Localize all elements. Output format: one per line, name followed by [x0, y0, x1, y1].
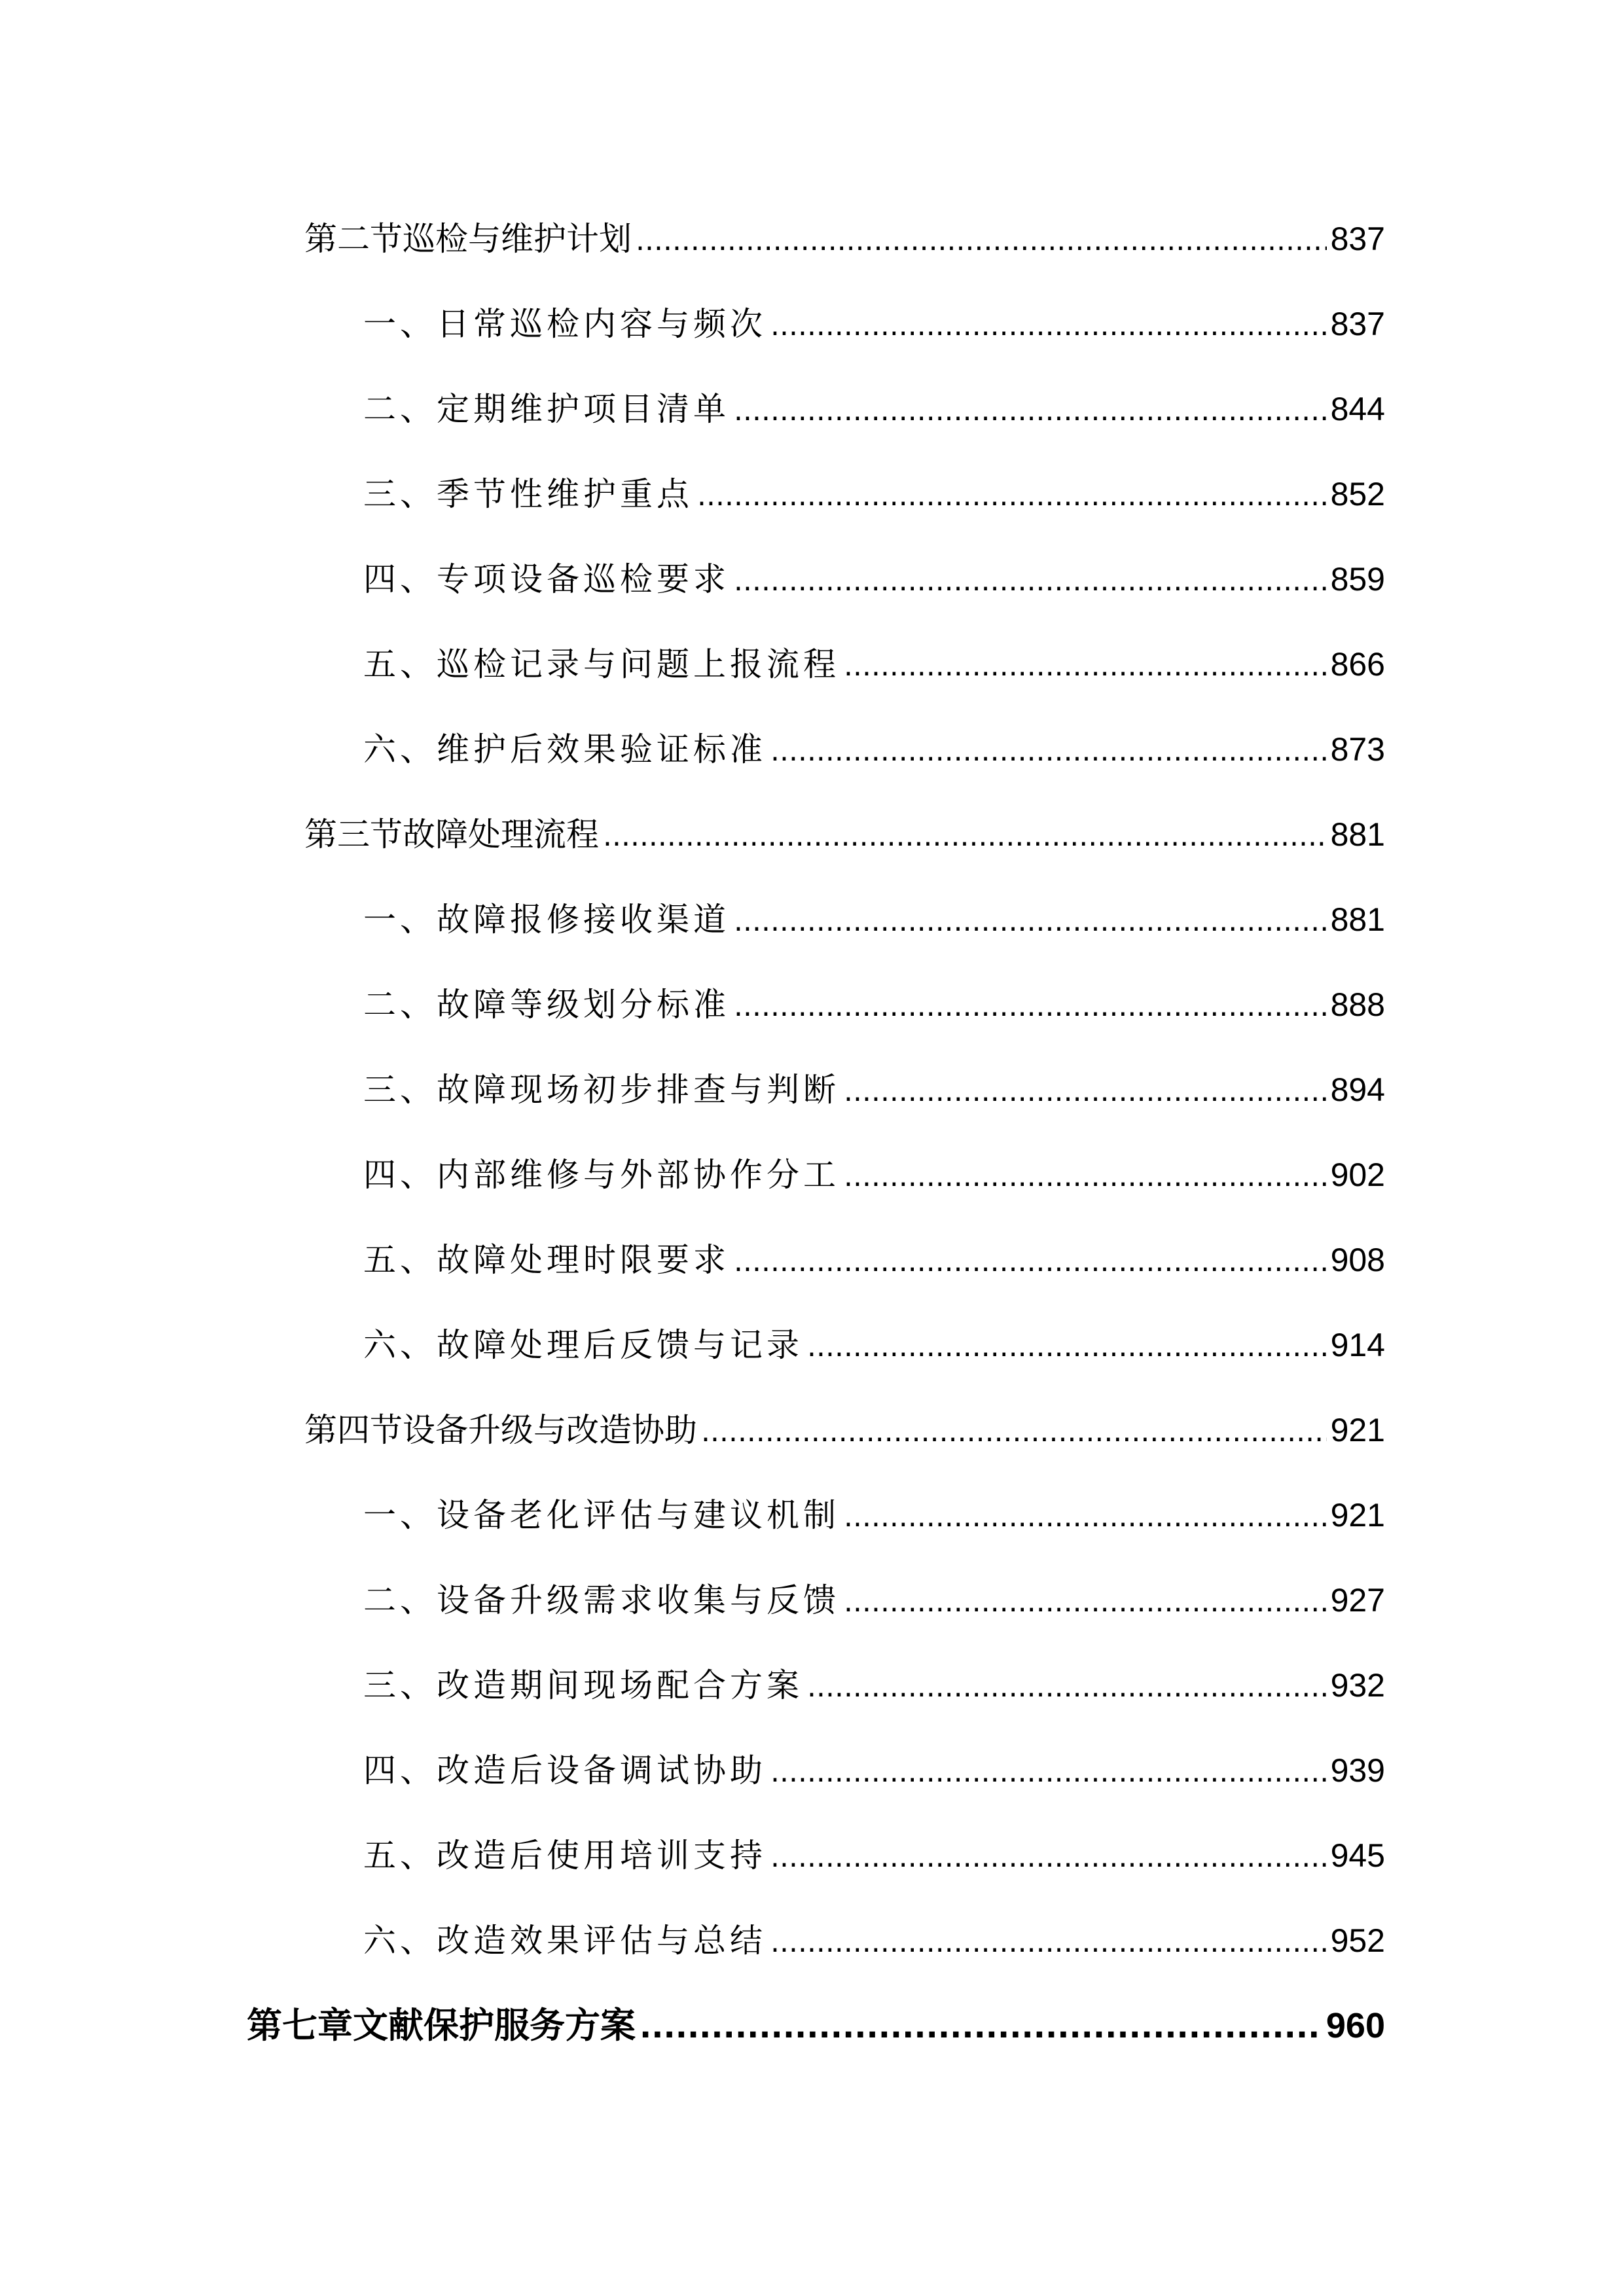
toc-entry-title: 一、日常巡检内容与频次 [363, 305, 767, 343]
toc-entry-title: 一、故障报修接收渠道 [363, 901, 730, 939]
toc-leader-dots [734, 895, 1327, 948]
toc-leader-dots [697, 470, 1327, 522]
toc-entry[interactable] [304, 808, 1385, 861]
toc-entry-page: 881 [1330, 901, 1385, 938]
toc-entry-title: 第七章文献保护服务方案 [247, 2005, 636, 2046]
toc-entry[interactable] [363, 1574, 1385, 1626]
toc-entry-title: 四、专项设备巡检要求 [363, 560, 730, 598]
toc-entry-title: 第四节设备升级与改造协助 [304, 1411, 697, 1449]
toc-leader-dots [844, 640, 1327, 692]
toc-entry-page: 952 [1330, 1922, 1385, 1959]
toc-entry[interactable] [363, 1914, 1385, 1967]
toc-leader-dots [734, 555, 1327, 607]
toc-entry-title: 第二节巡检与维护计划 [304, 220, 632, 258]
toc-leader-dots [636, 215, 1327, 267]
toc-entry-page: 902 [1330, 1157, 1385, 1193]
toc-entry-page: 837 [1330, 306, 1385, 342]
toc-entry-title: 一、设备老化评估与建议机制 [363, 1496, 840, 1534]
toc-entry-page: 894 [1330, 1071, 1385, 1108]
toc-entry-page: 881 [1330, 816, 1385, 853]
toc-entry-page: 873 [1330, 731, 1385, 768]
toc-entry[interactable] [363, 468, 1385, 520]
toc-entry-page: 927 [1330, 1582, 1385, 1619]
toc-entry-title: 第三节故障处理流程 [304, 816, 599, 853]
toc-entry[interactable] [247, 2000, 1385, 2052]
toc-entry[interactable] [363, 1064, 1385, 1116]
toc-entry-page: 859 [1330, 561, 1385, 598]
toc-entry-page: 945 [1330, 1837, 1385, 1874]
toc-entry[interactable] [363, 553, 1385, 605]
toc-entry-title: 六、维护后效果验证标准 [363, 730, 767, 768]
toc-entry[interactable] [363, 1489, 1385, 1541]
toc-entry-page: 932 [1330, 1667, 1385, 1704]
toc-leader-dots [770, 725, 1327, 778]
toc-entry[interactable] [363, 893, 1385, 946]
toc-leader-dots [603, 810, 1327, 863]
toc-entry-title: 五、改造后使用培训支持 [363, 1837, 767, 1874]
toc-entry-page: 844 [1330, 391, 1385, 427]
toc-entry-page: 921 [1330, 1497, 1385, 1534]
toc-leader-dots [770, 1831, 1327, 1884]
toc-entry[interactable] [363, 1829, 1385, 1882]
toc-entry-title: 二、定期维护项目清单 [363, 390, 730, 428]
toc-leader-dots [844, 1151, 1327, 1203]
toc-entry[interactable] [363, 638, 1385, 691]
toc-entry-page: 914 [1330, 1327, 1385, 1363]
toc-entry[interactable] [363, 1744, 1385, 1797]
toc-entry[interactable] [363, 1234, 1385, 1286]
toc-leader-dots [640, 2001, 1322, 2053]
toc-entry-page: 939 [1330, 1752, 1385, 1789]
toc-entry-title: 四、改造后设备调试协助 [363, 1751, 767, 1789]
toc-leader-dots [807, 1661, 1327, 1713]
toc-entry-page: 866 [1330, 646, 1385, 683]
toc-entry[interactable] [363, 978, 1385, 1031]
toc-entry[interactable] [363, 1149, 1385, 1201]
toc-entry-title: 五、巡检记录与问题上报流程 [363, 645, 840, 683]
toc-entry-title: 五、故障处理时限要求 [363, 1241, 730, 1279]
toc-entry[interactable] [304, 213, 1385, 265]
toc-entry-page: 921 [1330, 1412, 1385, 1448]
toc-entry[interactable] [363, 298, 1385, 350]
toc-leader-dots [734, 1236, 1327, 1288]
toc-leader-dots [807, 1321, 1327, 1373]
toc-entry[interactable] [363, 1659, 1385, 1712]
toc-entry-title: 四、内部维修与外部协作分工 [363, 1156, 840, 1194]
toc-entry-title: 二、设备升级需求收集与反馈 [363, 1581, 840, 1619]
toc-leader-dots [734, 980, 1327, 1033]
toc-leader-dots [770, 300, 1327, 352]
toc-leader-dots [770, 1916, 1327, 1969]
toc-leader-dots [734, 385, 1327, 437]
toc-entry[interactable] [304, 1404, 1385, 1456]
toc-entry-title: 二、故障等级划分标准 [363, 986, 730, 1024]
toc-entry-title: 三、季节性维护重点 [363, 475, 693, 513]
toc-leader-dots [701, 1406, 1327, 1458]
toc-entry-page: 888 [1330, 986, 1385, 1023]
toc-entry-page: 852 [1330, 476, 1385, 512]
toc-entry-title: 六、故障处理后反馈与记录 [363, 1326, 803, 1364]
toc-entry-page: 960 [1326, 2006, 1385, 2045]
toc-entry[interactable] [363, 723, 1385, 776]
toc-entry-title: 三、改造期间现场配合方案 [363, 1666, 803, 1704]
toc-entry-title: 三、故障现场初步排查与判断 [363, 1071, 840, 1109]
toc-leader-dots [844, 1066, 1327, 1118]
toc-entry-page: 837 [1330, 221, 1385, 257]
toc-leader-dots [770, 1746, 1327, 1799]
toc-leader-dots [844, 1491, 1327, 1543]
toc-entry[interactable] [363, 383, 1385, 435]
toc-entry-title: 六、改造效果评估与总结 [363, 1922, 767, 1960]
toc-leader-dots [844, 1576, 1327, 1628]
toc-entry[interactable] [363, 1319, 1385, 1371]
toc-entry-page: 908 [1330, 1242, 1385, 1278]
